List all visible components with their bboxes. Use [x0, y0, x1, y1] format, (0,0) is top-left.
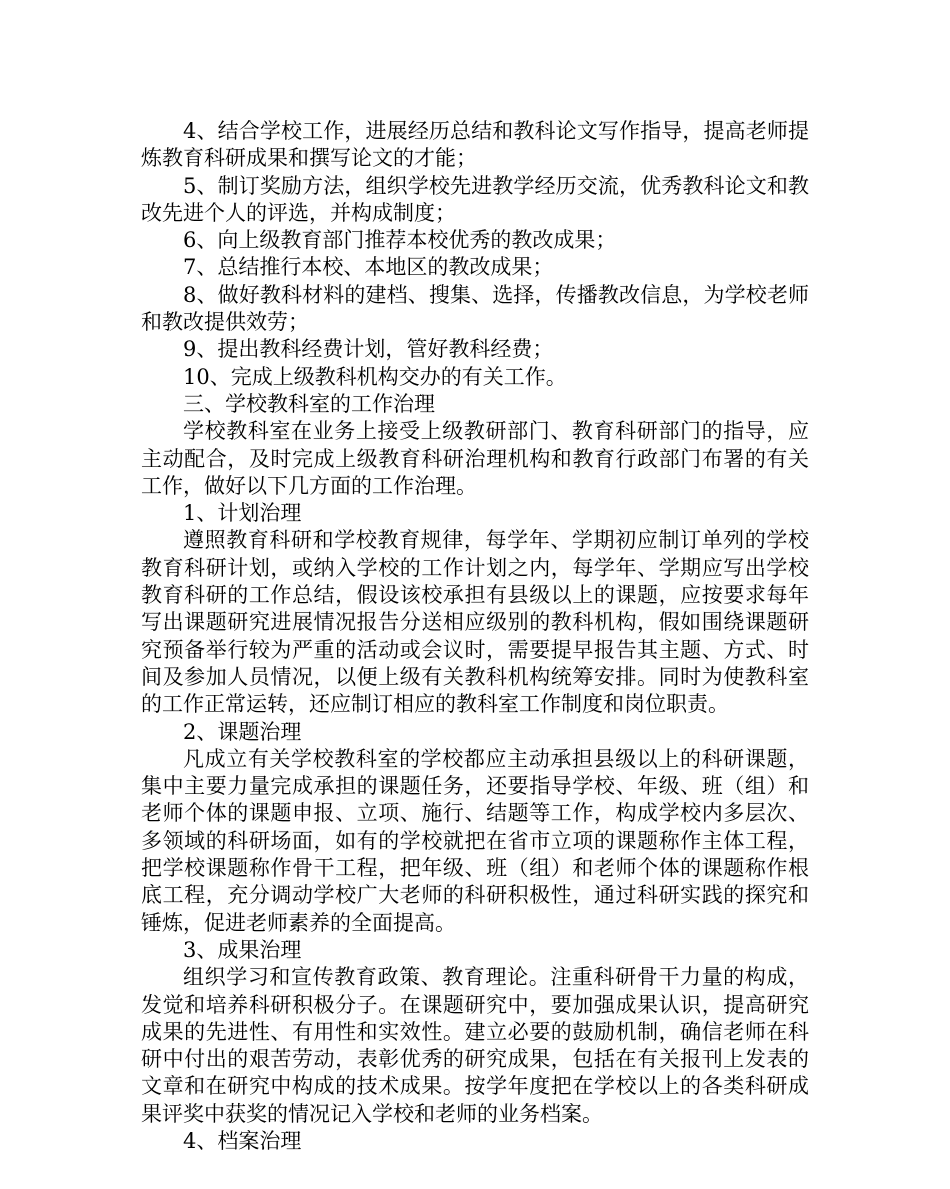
- paragraph-item-8: 8、做好教科材料的建档、搜集、选择，传播教改信息，为学校老师和教改提供效劳；: [141, 282, 809, 335]
- paragraph-item-6: 6、向上级教育部门推荐本校优秀的教改成果；: [183, 228, 617, 253]
- paragraph-item-4: 4、结合学校工作，进展经历总结和教科论文写作指导，提高老师提炼教育科研成果和撰写论文的才能；: [141, 119, 809, 171]
- subsection-heading-archive: 4、档案治理: [183, 1128, 302, 1153]
- plan-paragraph: 遵照教育科研和学校教育规律，每学年、学期初应制订单列的学校教育科研计划，或纳入学校的工作计划之内，每学年、学期应写出学校教育科研的工作总结，假设该校承担有县级以上的课题，应按要求每年写出课题研究进展情况报告分送相应级别的教科机构，假如围绕课题研究预备举行较为严重的活动或会议时，需要提早报告其主题、方式、时间及参加人员情况，以便上级有关教科机构统筹安排。同时为使教科室的工作正常运转，还应制订相应的教科室工作制度和岗位职责。: [141, 528, 809, 717]
- results-paragraph: 组织学习和宣传教育政策、教育理论。注重科研骨干力量的构成，发觉和培养科研积极分子。在课题研究中，要加强成果认识，提高研究成果的先进性、有用性和实效性。建立必要的鼓励机制，确信老师在科研中付出的艰苦劳动，表彰优秀的研究成果，包括在有关报刊上发表的文章和在研究中构成的技术成果。按学年度把在学校以上的各类科研成果评奖中获奖的情况记入学校和老师的业务档案。: [141, 965, 809, 1126]
- subsection-heading-results: 3、成果治理: [183, 937, 302, 962]
- subsection-heading-plan: 1、计划治理: [183, 501, 302, 526]
- paragraph-item-9: 9、提出教科经费计划，管好教科经费；: [183, 337, 554, 362]
- paragraph-item-5: 5、制订奖励方法，组织学校先进教学经历交流，优秀教科论文和教改先进个人的评选，并构成制度；: [141, 173, 809, 225]
- paragraph-item-10: 10、完成上级教科机构交办的有关工作。: [183, 364, 567, 389]
- section-intro-paragraph: 学校教科室在业务上接受上级教研部门、教育科研部门的指导，应主动配合，及时完成上级教育科研治理机构和教育行政部门布署的有关工作，做好以下几方面的工作治理。: [141, 419, 809, 498]
- section-heading-3: 三、学校教科室的工作治理: [183, 391, 435, 416]
- paragraph-item-7: 7、总结推行本校、本地区的教改成果；: [183, 255, 554, 280]
- subsection-heading-topic: 2、课题治理: [183, 719, 302, 744]
- topic-paragraph: 凡成立有关学校教科室的学校都应主动承担县级以上的科研课题，集中主要力量完成承担的课题任务，还要指导学校、年级、班（组）和老师个体的课题申报、立项、施行、结题等工作，构成学校内多层次、多领域的科研场面，如有的学校就把在省市立项的课题称作主体工程，把学校课题称作骨干工程，把年级、班（组）和老师个体的课题称作根底工程，充分调动学校广大老师的科研积极性，通过科研实践的探究和锤炼，促进老师素养的全面提高。: [141, 746, 809, 935]
- document-page: [141, 118, 809, 1155]
